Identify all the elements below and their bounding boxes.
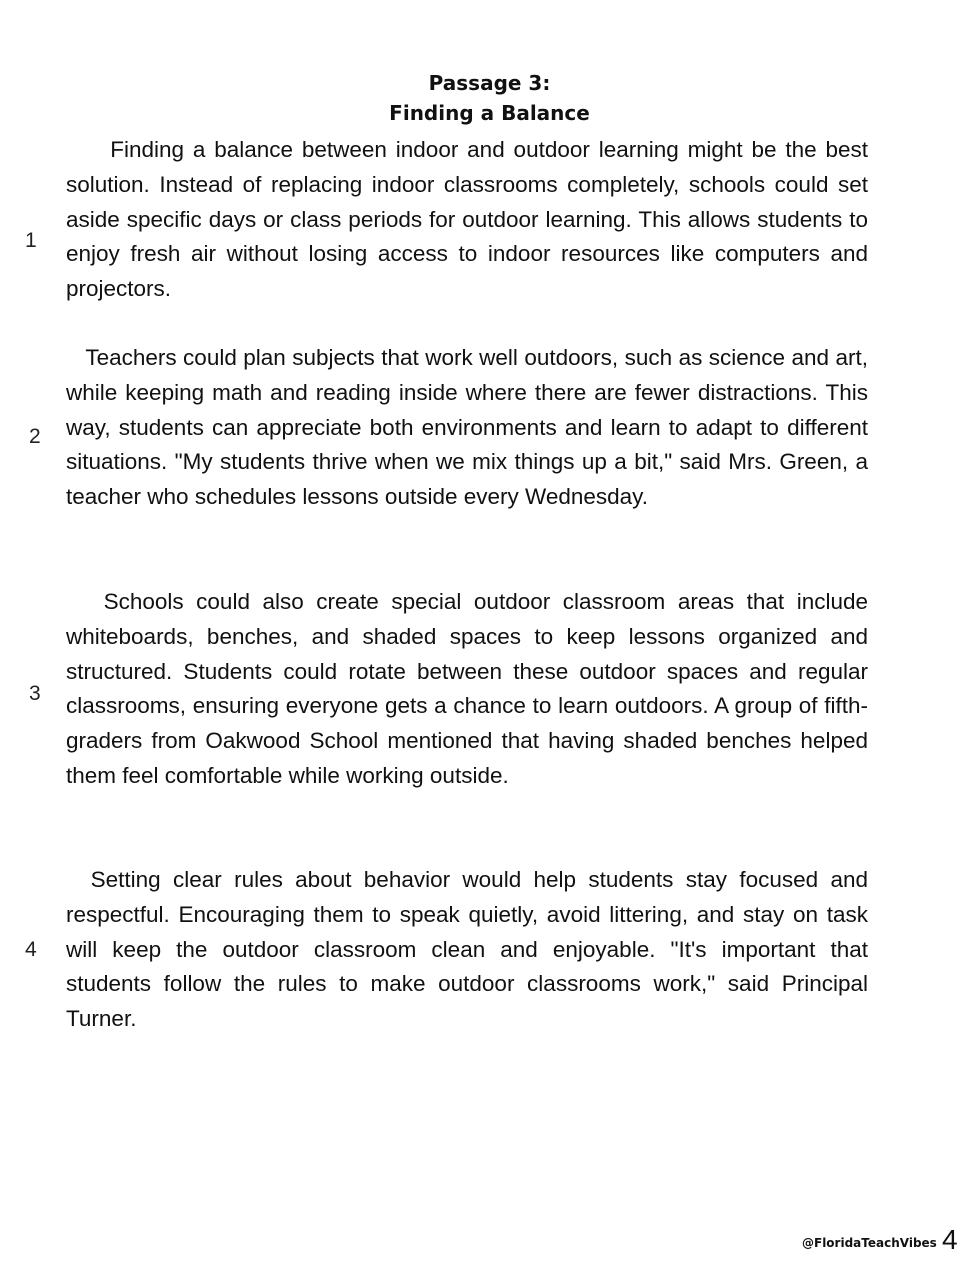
page-number: 4 bbox=[942, 1224, 958, 1255]
paragraph-number-3: 3 bbox=[29, 682, 41, 705]
paragraph-number-4: 4 bbox=[25, 938, 37, 961]
paragraph-2: Teachers could plan subjects that work well outdoors, such as science and art, while keeping math and reading inside where there are fewer distractions. This way, students can appreciate both environments and learn to adapt to different situations. "My students thrive when we mix things up a bit," said Mrs. Green, a teacher who schedules lessons outside every Wednesday. bbox=[66, 345, 868, 510]
author-handle: @FloridaTeachVibes bbox=[802, 1236, 937, 1250]
paragraph-4: Setting clear rules about behavior would help students stay focused and respectful. Encouraging them to speak quietly, avoid littering, and stay on task will keep the outdoor classroom clean and enjoyable. "It's important that students follow the rules to make outdoor classrooms work," said Principal Turner. bbox=[66, 867, 868, 1032]
paragraph-1: Finding a balance between indoor and outdoor learning might be the best solution. Instead of replacing indoor classrooms completely, schools could set aside specific days or class periods for outdoor learning. This allows students to enjoy fresh air without losing access to indoor resources like computers and projectors. bbox=[66, 137, 868, 302]
passage-heading bbox=[0, 68, 979, 128]
passage-title: Finding a Balance bbox=[389, 101, 590, 125]
paragraph-number-1: 1 bbox=[25, 229, 37, 252]
paragraph-number-2: 2 bbox=[29, 425, 41, 448]
passage-label: Passage 3: bbox=[428, 71, 551, 95]
paragraph-3: Schools could also create special outdoor classroom areas that include whiteboards, benches, and shaded spaces to keep lessons organized and structured. Students could rotate between these outdoor spaces and regular classrooms, ensuring everyone gets a chance to learn outdoors. A group of fifth-graders from Oakwood School mentioned that having shaded benches helped them feel comfortable while working outside. bbox=[66, 589, 868, 788]
